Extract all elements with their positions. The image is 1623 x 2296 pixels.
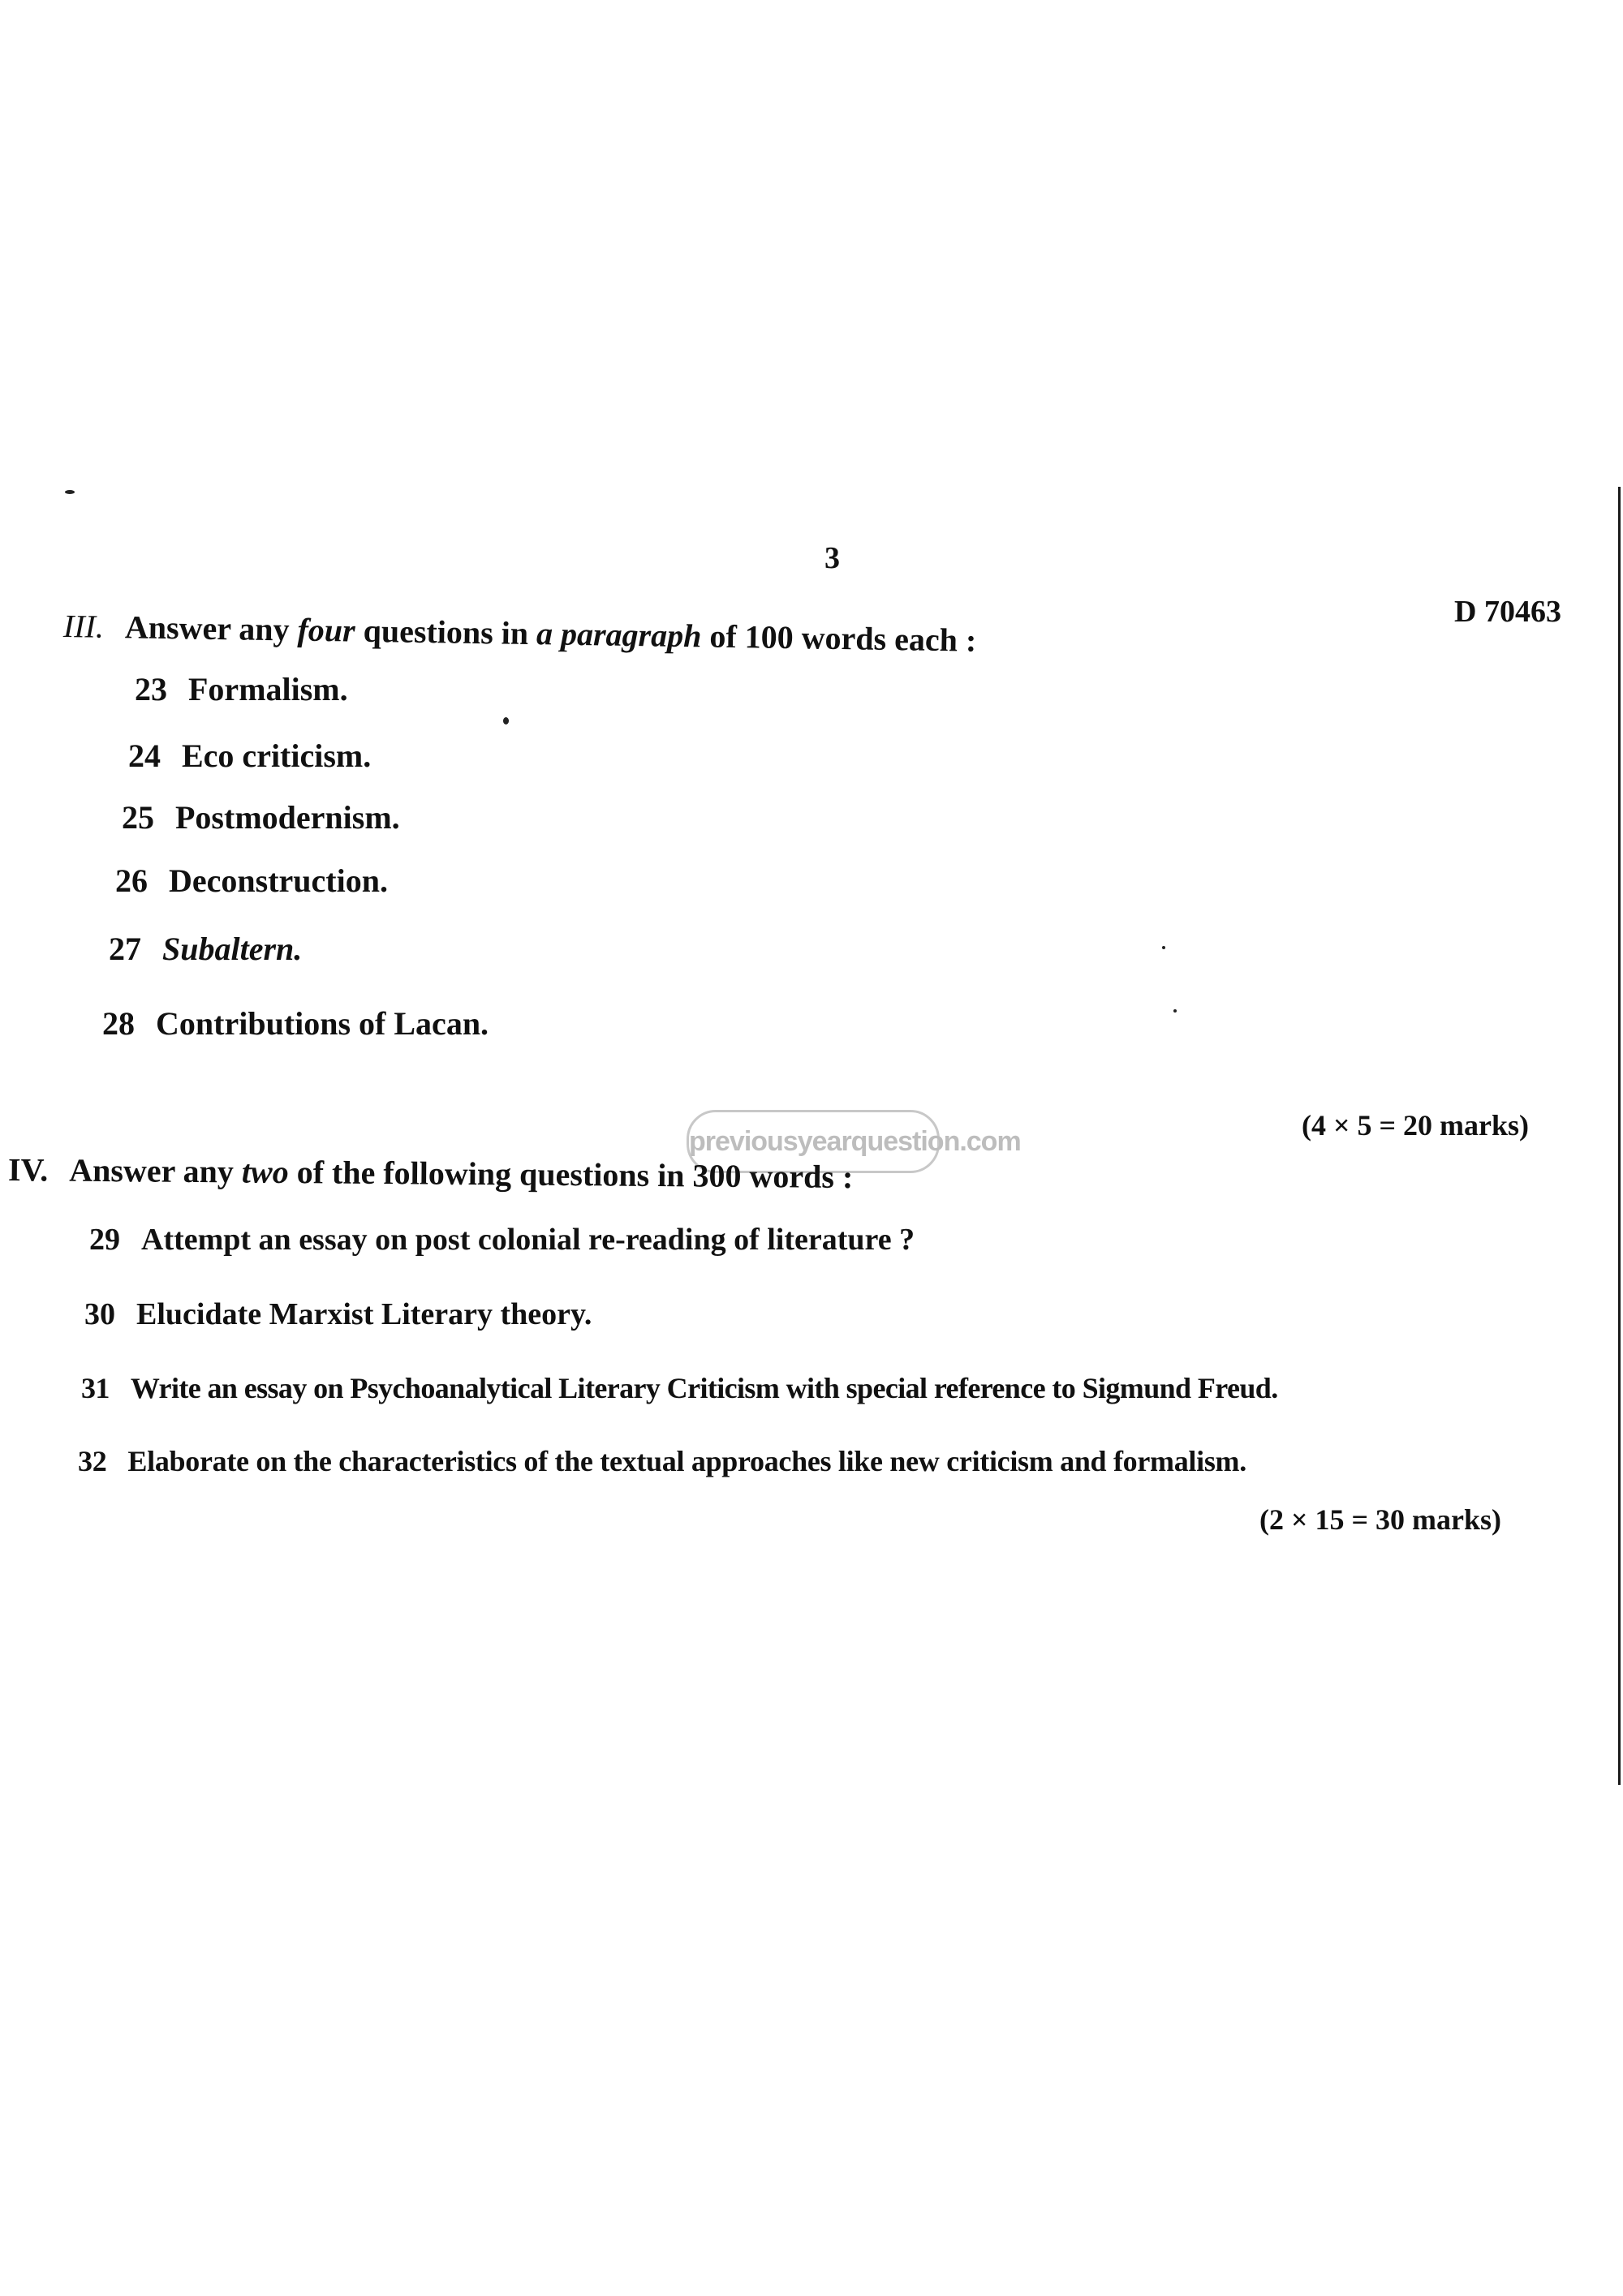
- section-4-numeral: IV.: [7, 1151, 49, 1189]
- question-text: Elucidate Marxist Literary theory.: [136, 1297, 592, 1331]
- section-3-numeral: III.: [62, 608, 105, 645]
- question-item: [128, 737, 371, 775]
- scan-speck: [503, 717, 509, 724]
- question-text: Attempt an essay on post colonial re-reading of literature ?: [141, 1223, 915, 1257]
- question-item: [81, 1371, 1278, 1405]
- page-number: 3: [824, 541, 840, 575]
- question-number: 27: [109, 931, 141, 967]
- question-item: [78, 1444, 1246, 1478]
- question-number: 23: [135, 671, 167, 707]
- question-text: Eco criticism.: [182, 737, 372, 774]
- question-number: 32: [78, 1445, 107, 1477]
- section-3-marks: (4 × 5 = 20 marks): [1302, 1109, 1530, 1142]
- question-item: [89, 1222, 915, 1258]
- scan-speck: [65, 490, 75, 494]
- question-item: [109, 930, 302, 968]
- question-item: [135, 670, 348, 708]
- question-item: [84, 1296, 592, 1332]
- watermark: previousyearquestion.com: [687, 1110, 940, 1173]
- question-text: Deconstruction.: [169, 862, 388, 899]
- question-item: [102, 1004, 489, 1043]
- scan-speck: [1162, 946, 1165, 949]
- section-4-marks: (2 × 15 = 30 marks): [1259, 1503, 1502, 1536]
- question-number: 26: [115, 862, 148, 899]
- question-number: 24: [128, 737, 161, 774]
- question-text: Contributions of Lacan.: [156, 1005, 489, 1042]
- question-number: 31: [81, 1372, 110, 1404]
- scan-edge-line: [1618, 487, 1621, 1785]
- question-text: Formalism.: [188, 671, 348, 707]
- question-text: Postmodernism.: [175, 799, 400, 836]
- question-number: 28: [102, 1005, 135, 1042]
- question-number: 30: [84, 1297, 115, 1331]
- question-item: [122, 798, 400, 836]
- question-text: Write an essay on Psychoanalytical Literary Criticism with special reference to Sigmund Freud.: [130, 1372, 1278, 1404]
- scan-speck: [1173, 1009, 1177, 1013]
- paper-code: D 70463: [1454, 595, 1561, 629]
- section-3-instruction: III. Answer any four questions in a paragraph of 100 words each :: [62, 608, 977, 659]
- question-item: [115, 862, 388, 900]
- question-number: 25: [122, 799, 154, 836]
- section-4-instruction: IV. Answer any two of the following questions in 300 words :: [7, 1151, 854, 1196]
- question-number: 29: [89, 1223, 120, 1257]
- question-text: Subaltern.: [162, 931, 303, 967]
- question-text: Elaborate on the characteristics of the textual approaches like new criticism and formalism.: [127, 1445, 1246, 1477]
